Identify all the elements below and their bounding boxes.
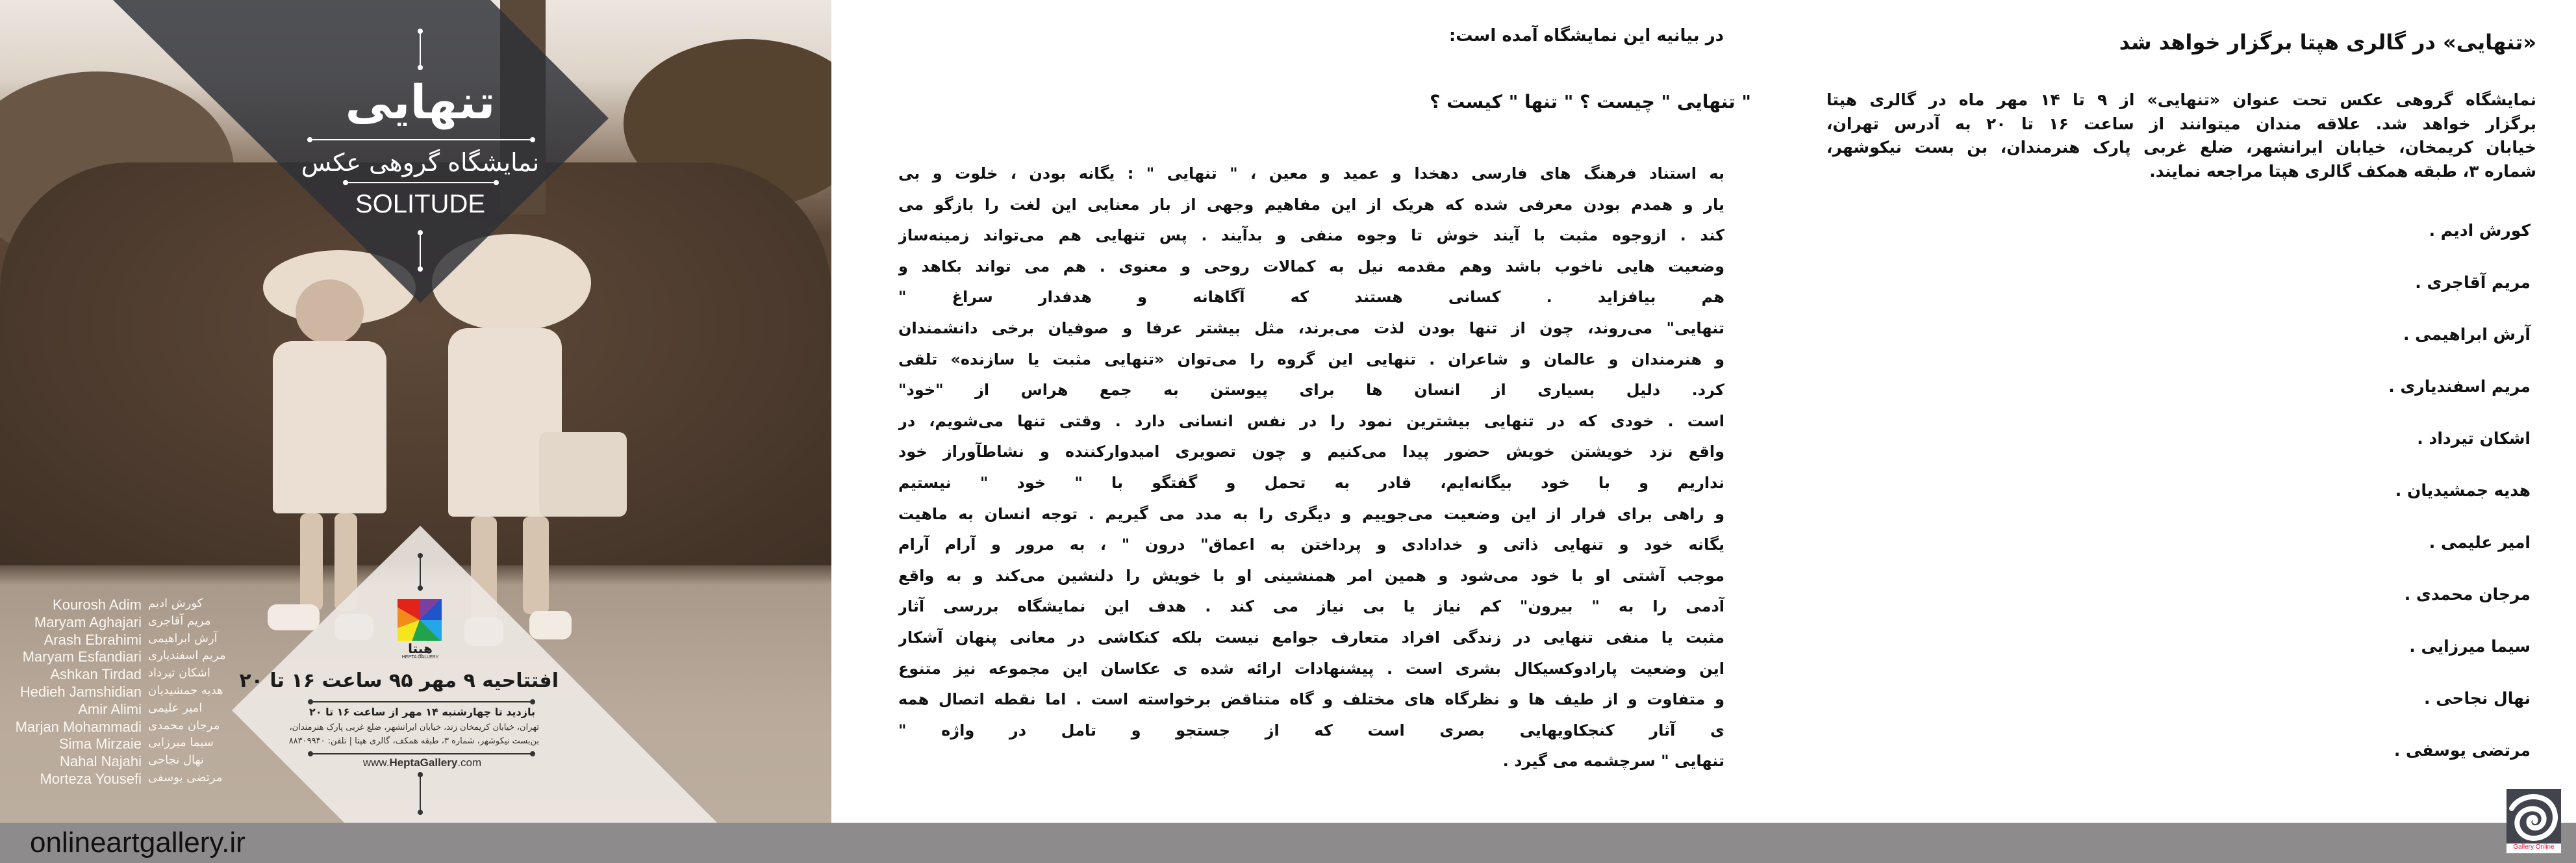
- poster-title: تنهایی: [345, 75, 496, 129]
- poster-artist-row: [0, 736, 234, 753]
- gallery-online-logo: [2507, 789, 2561, 853]
- announcement-line: خیابان کریمخان، خیابان ایرانشهر، ضلع غربی پارک هنرمندان، بن بست نیکوشهر،: [1826, 138, 2536, 157]
- hepta-logo-text: هپتا: [408, 641, 433, 656]
- statement-line: است . خودی که در تنهایی بیشترین نمود را در نفس انسانی دارد . وقتی تنها می‌شویم، در: [898, 411, 1724, 430]
- artist-name-en: Kourosh Adim: [53, 597, 142, 613]
- web-domain: HeptaGallery: [389, 756, 458, 769]
- artist-name-fa: سیما میرزایی: [148, 736, 214, 750]
- decor-line: [310, 139, 533, 140]
- artist-name-en: Nahal Najahi: [60, 753, 142, 770]
- statement-line: و راهی برای فرار از این وضعیت می‌جوییم و دیگری را به مدد می گیریم . توجه انسان به ماهیت: [898, 504, 1724, 523]
- statement-line: آدمی را به " بیرون" کم نیاز یا بی نیاز می کند . هدف این نمایشگاه بررسی آثار: [898, 597, 1724, 616]
- poster-artist-row: [0, 597, 234, 614]
- artist-list-item: مریم آقاجری .: [2415, 273, 2531, 292]
- web-suffix: .com: [457, 756, 482, 769]
- poster-artist-row: [0, 614, 234, 632]
- statement-line: تنهایی" می‌روند، چون از تنها بودن لذت می‌برند، مثل بیشتر عرفا و صوفیان برخی دانشمندان: [898, 318, 1724, 337]
- girl-shoe: [529, 611, 572, 639]
- artist-list-item: هدیه جمشیدیان .: [2395, 481, 2531, 500]
- decor-line: [310, 753, 533, 754]
- announcement-line: شماره ۳، طبقه همکف گالری هپتا مراجعه نمایند.: [2149, 161, 2536, 181]
- statement-line: هم بیافزاید . کسانی هستند که آگاهانه و هدفدار سراغ ": [898, 288, 1724, 307]
- artist-name-fa: مرتضی یوسفی: [148, 771, 223, 784]
- artist-list-item: مرجان محمدی .: [2404, 585, 2531, 604]
- statement-line: این وضعیت پارادوکسیکال بشری است . پیشنهادات ارائه شده ی عکاسان این مجموعه نیز متنوع: [898, 659, 1724, 678]
- hepta-gallery-logo: [398, 599, 442, 641]
- decor-line: [420, 775, 421, 812]
- artist-list-item: مریم اسفندیاری .: [2388, 377, 2531, 396]
- artist-name-fa: مرجان محمدی: [148, 718, 220, 732]
- artist-name-en: Arash Ebrahimi: [44, 631, 142, 648]
- statement-line: یگانه خود و تنهایی ذاتی و خدادادی و پرداختن به اعماق" درون " ، به مرور و آرام آرام: [898, 535, 1724, 554]
- spiral-icon: [2507, 789, 2561, 844]
- announcement-body: [1826, 88, 2536, 183]
- decor-line: [420, 31, 421, 68]
- artist-list-item: سیما میرزایی .: [2409, 637, 2531, 656]
- statement-line: کند . ازوجوه مثبت با آیند خوش تا وجوه منفی و بدآیند . پس تنهایی هم می‌تواند زمینه‌ساز: [898, 226, 1724, 245]
- poster-artist-row: [0, 701, 234, 719]
- artist-name-fa: هدیه جمشیدیان: [148, 684, 223, 697]
- gallery-website[interactable]: [305, 756, 539, 769]
- basket: [539, 432, 627, 517]
- poster-artist-row: [0, 719, 234, 736]
- artist-name-fa: امیر علیمی: [148, 701, 203, 715]
- poster-title-en: SOLITUDE: [355, 190, 486, 218]
- announcement-line: برگزار خواهد شد. علاقه مندان میتوانند از ساعت ۱۶ تا ۲۰ به آدرس تهران،: [1826, 114, 2536, 133]
- address-line: بن‌بست نیکوشهر، شماره ۳، طبقه همکف، گالری هپتا | تلفن: ۸۸۳۰۹۹۴۰: [288, 736, 539, 746]
- statement-line: ی آثار کنجکاویهایی بصری است که از جستجو و تامل در واژه ": [898, 721, 1724, 740]
- girl-shoe: [268, 604, 320, 630]
- hepta-logo-subtext: HEPTA GALLERY: [401, 655, 439, 660]
- artist-list-item: آرش ابراهیمی .: [2403, 325, 2531, 344]
- statement-line: به استناد فرهنگ های فارسی دهخدا و عمید و معین ، " تنهایی " : یگانه بودن ، خلوت و بی: [898, 164, 1724, 183]
- artist-name-fa: مریم آقاجری: [148, 613, 211, 628]
- gallery-online-label: Gallery Online: [2513, 844, 2555, 851]
- statement-line: و متفاوت و از طیف ها و نظرگاه های مختلف و گاه متناقض برخواسته است . اما نقطه اتصال همه: [898, 690, 1724, 709]
- statement-line: وضعیت هایی ناخوب باشد وهم مقدمه نیل به کمالات روحی و معنوی . هم می تواند بکاهد و: [898, 257, 1724, 276]
- statement-line: تنهایی " سرچشمه می گیرد .: [1502, 752, 1724, 771]
- announcement-line: نمایشگاه گروهی عکس تحت عنوان «تنهایی» از ۹ تا ۱۴ مهر ماه در گالری هپتا: [1826, 90, 2536, 109]
- artist-list-item: کورش ادیم .: [2429, 221, 2531, 240]
- address-line: تهران، خیابان کریمخان زند، خیابان ایرانشهر، ضلع غربی پارک هنرمندان،: [289, 723, 539, 732]
- statement-line: مثبت یا منفی تنهایی در زندگی افراد متعارف جوامع نیست بلکه کنکاشی در معانی پنهان آشکار: [898, 628, 1724, 647]
- poster-subtitle: نمایشگاه گروهی عکس: [301, 148, 540, 177]
- artist-name-fa: آرش ابراهیمی: [148, 631, 218, 645]
- poster-artist-row: [0, 666, 234, 684]
- artist-name-en: Morteza Yousefi: [40, 771, 142, 787]
- girl-dress-left: [273, 341, 386, 513]
- opening-info: افتتاحیه ۹ مهر ۹۵ ساعت ۱۶ تا ۲۰: [239, 669, 559, 692]
- artist-name-en: Marjan Mohammadi: [15, 718, 142, 735]
- statement-heading: در بیانیه این نمایشگاه آمده است:: [1448, 26, 1724, 45]
- artist-name-en: Sima Mirzaie: [58, 736, 142, 753]
- poster-artist-row: [0, 771, 234, 788]
- poster-artist-row: [0, 753, 234, 771]
- artist-name-en: Maryam Esfandiari: [22, 649, 142, 665]
- statement-body: [898, 159, 1724, 777]
- girl-leg: [523, 517, 549, 614]
- decor-line: [420, 233, 421, 269]
- footer-bar: [0, 823, 2576, 863]
- artist-list-item: اشکان تیرداد .: [2417, 429, 2531, 448]
- statement-line: کرد. دلیل بسیاری از انسان ها برای پیوستن به جمع هراس از "خود": [898, 381, 1724, 400]
- visit-info: بازدید تا چهارشنبه ۱۴ مهر از ساعت ۱۶ تا ۲۰: [309, 706, 535, 718]
- statement-line: موجب آشتی او با خود می‌شود و همین امر همنشینی او با خویش را دلنشین می‌کند و به واقع: [898, 566, 1724, 585]
- decor-line: [310, 701, 533, 702]
- poster-artist-row: [0, 649, 234, 666]
- decor-line: [420, 556, 421, 588]
- artist-list-item: امیر علیمی .: [2429, 533, 2531, 552]
- girl-face: [296, 279, 364, 344]
- artist-name-en: Hedieh Jamshidian: [19, 684, 142, 700]
- statement-question: " تنهایی " چیست ؟ " تنها " کیست ؟: [1430, 91, 1751, 112]
- statement-line: و هنرمندان و عالمان و شاعران . تنهایی این گروه را می‌توان «تنهایی مثبت یا سازنده» تلقی: [898, 350, 1724, 368]
- girl-leg: [300, 513, 323, 611]
- artist-name-fa: کورش ادیم: [148, 597, 203, 610]
- artist-name-en: Ashkan Tirdad: [50, 666, 142, 683]
- statement-line: نداریم و با خود بیگانه‌ایم، قادر به تحمل و گفتگو با " خود " نیستیم: [898, 473, 1724, 492]
- statement-line: واقع نزد خویشتن خویش حضور پیدا می‌کنیم و چون تصویری امیدوارکننده و نشاطآوراز خود: [898, 443, 1724, 461]
- artist-name-en: Amir Alimi: [78, 701, 142, 717]
- decor-line: [346, 182, 496, 183]
- artist-name-en: Maryam Aghajari: [34, 613, 142, 630]
- artist-name-fa: نهال نجاحی: [148, 753, 204, 767]
- announcement-title: «تنهایی» در گالری هپتا برگزار خواهد شد: [2119, 30, 2536, 55]
- artist-list-item: نهال نجاحی .: [2424, 689, 2531, 708]
- artist-name-fa: مریم اسفندیاری: [148, 649, 226, 663]
- web-prefix: www.: [362, 756, 390, 769]
- poster-artist-row: [0, 684, 234, 701]
- site-watermark: onlineartgallery.ir: [30, 827, 246, 858]
- artist-name-fa: اشکان تیرداد: [148, 666, 210, 680]
- statement-line: یار و همدم بودن معرفی شده که هریک از این مفاهیم وجهی از بار معنایی این لغت را بازگو می: [898, 195, 1724, 214]
- artist-list-item: مرتضی یوسفی .: [2393, 741, 2531, 760]
- exhibition-poster: [0, 0, 831, 823]
- poster-artist-row: [0, 632, 234, 649]
